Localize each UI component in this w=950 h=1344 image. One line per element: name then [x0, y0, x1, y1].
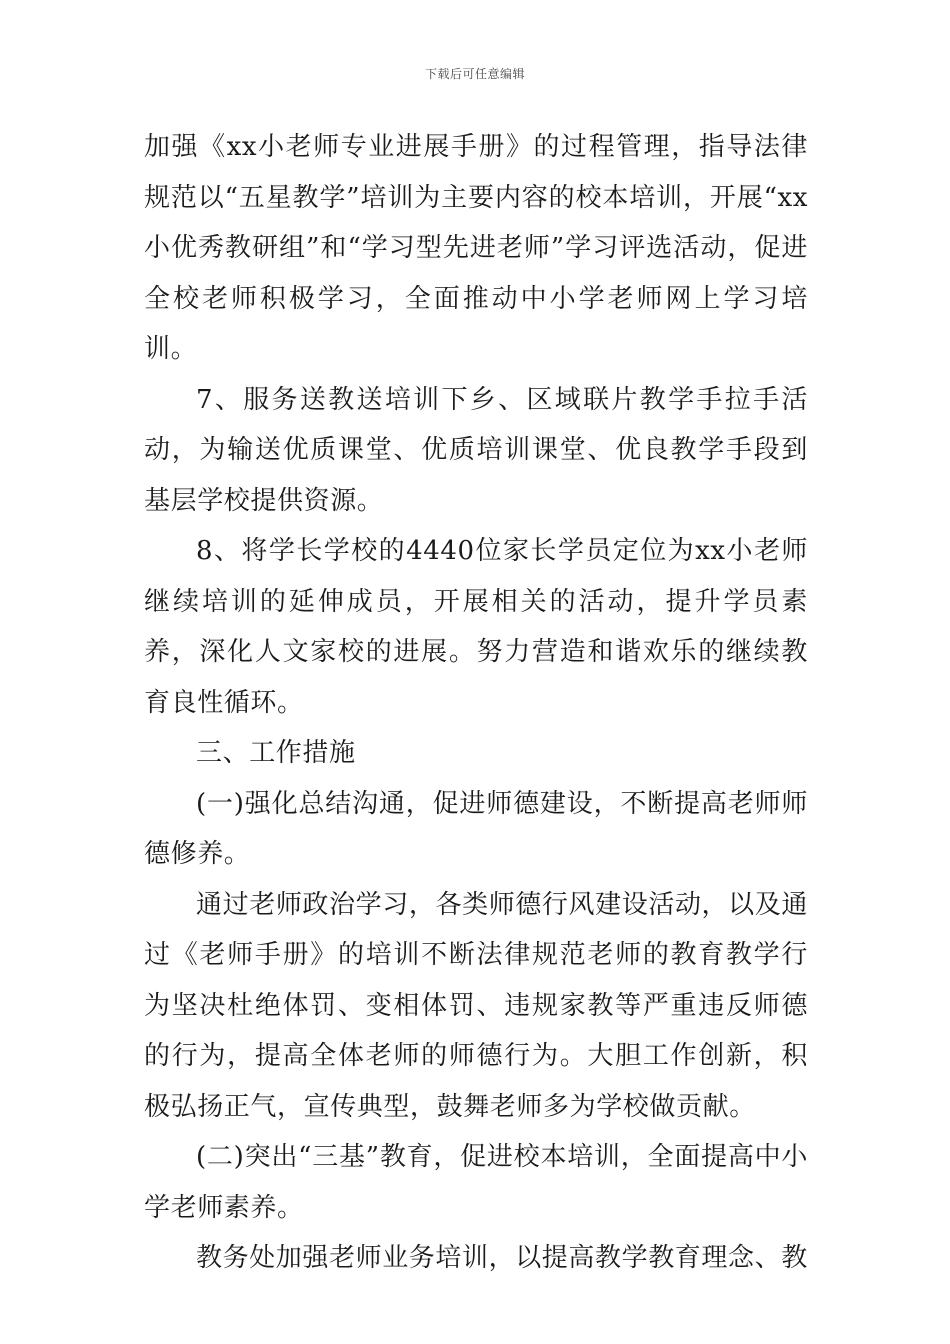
body-text [144, 122, 808, 1284]
paragraph: 7、服务送教送培训下乡、区域联片教学手拉手活动，为输送优质课堂、优质培训课堂、优良教学手段到基层学校提供资源。 [144, 384, 808, 516]
paragraph: 加强《xx小老师专业进展手册》的过程管理，指导法律规范以“五星教学”培训为主要内容的校本培训，开展“xx小优秀教研组”和“学习型先进老师”学习评选活动，促进全校老师积极学习，全面推动中小学老师网上学习培训。 [144, 132, 808, 364]
paragraph: 通过老师政治学习，各类师德行风建设活动，以及通过《老师手册》的培训不断法律规范老师的教育教学行为坚决杜绝体罚、变相体罚、违规家教等严重违反师德的行为，提高全体老师的师德行为。大胆工作创新，积极弘扬正气，宣传典型，鼓舞老师多为学校做贡献。 [144, 889, 808, 1122]
paragraph: 8、将学长学校的4440位家长学员定位为xx小老师继续培训的延伸成员，开展相关的活动，提升学员素养，深化人文家校的进展。努力营造和谐欢乐的继续教育良性循环。 [144, 536, 808, 718]
section-heading: 三、工作措施 [196, 738, 356, 768]
subsection-heading: (一)强化总结沟通，促进师德建设，不断提高老师师德修养。 [144, 788, 808, 869]
paragraph: 教务处加强老师业务培训，以提高教学教育理念、教 [196, 1243, 808, 1273]
subsection-heading: (二)突出“三基”教育，促进校本培训，全面提高中小学老师素养。 [144, 1142, 808, 1223]
header-note: 下载后可任意编辑 [424, 67, 525, 81]
